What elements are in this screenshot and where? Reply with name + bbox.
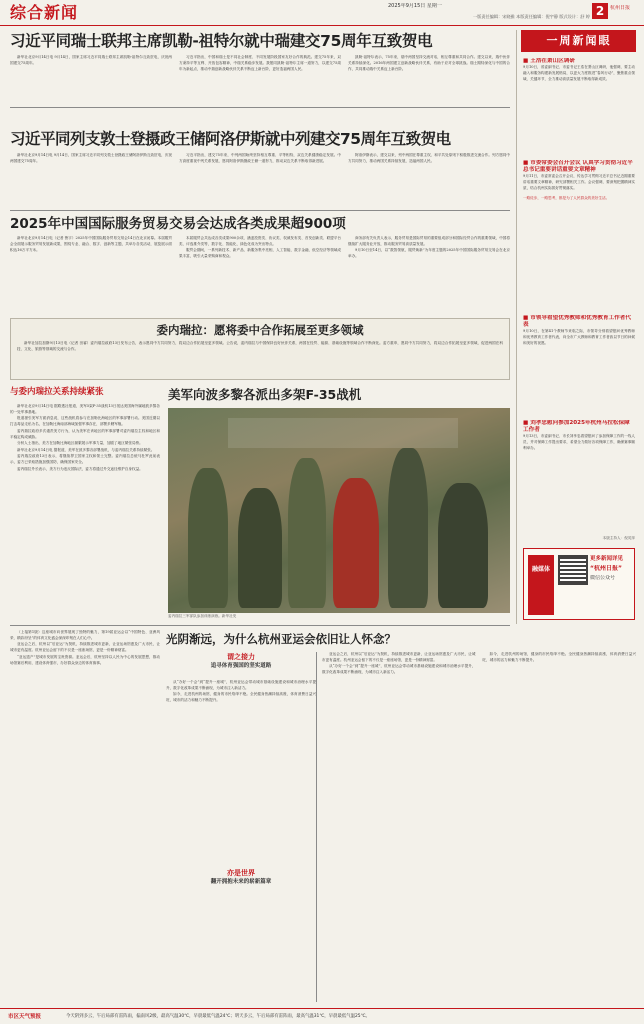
- story7-right-cols: [322, 652, 636, 1004]
- paper-name: 杭州日报: [610, 5, 631, 11]
- divider: [10, 107, 510, 108]
- qr-title: 更多新闻详见: [590, 556, 624, 562]
- sub1-desc: 追寻体育强国的坚实道路: [210, 663, 272, 669]
- story3-p3: 服贸会期间，一系列新技术、新产品、新服务集中亮相，人工智能、数字金融、低空经济等领域成果丰富，吸引大量采购商和观众。: [179, 248, 341, 259]
- story5-p2: 报道援引美军方面消息说，这些战机将参与在加勒比海地区的军事部署行动。美国近期以打击毒品走私为名，在加勒比海南部海域加强军事存在，部署多艘军舰。: [10, 416, 160, 427]
- divider: [10, 625, 510, 626]
- editor-line: 一版责任编辑：宋晓雅 本版责任编辑：倪宇静 版式设计：舒 婷: [472, 14, 590, 19]
- sidebar-item-title: ■ 王浩在萧山区调研: [523, 58, 575, 64]
- story7-p3-cont: 从“办好一个会”到“提升一座城”，杭州亚运会带动城市基础设施建设和城市治理水平提升，数字化改革成果不断涌现，为城市注入新活力。: [322, 664, 476, 675]
- sidebar-banner: 一周新闻眼: [521, 30, 636, 52]
- sidebar: [516, 30, 636, 624]
- story1-p1: 新华社北京9月14日电 9月14日，国家主席习近平同瑞士联邦主席凯勒-祖特尔互致贺电，庆祝两国建交75周年。: [10, 55, 172, 65]
- qr-code-icon: [558, 555, 588, 585]
- story3-p1: 新华社北京9月14日电（记者 鲁宇）2025年中国国际服务贸易交易会14日在北京闭幕。本届服贸会全面展示服务贸易发展新成果，围绕专业、融合、数字、创新等主题，共举办各类活动，展览展示面积达16万平方米。: [10, 236, 172, 252]
- divider: [10, 210, 510, 211]
- story4-box: [10, 318, 510, 380]
- story6-body: [10, 404, 160, 620]
- sidebar-item-title: ■ 刘孝忠慰问参加2025年杭州马拉松保障工作者: [523, 420, 630, 434]
- sidebar-item-title: ■ 市委常委会召开会议 认真学习贯彻习近平总书记重要讲话重要文章精神: [523, 160, 633, 174]
- story7-mid-col: [166, 680, 316, 860]
- sub1-title: 谓之接力: [227, 653, 255, 661]
- sidebar-compiler: 本版主持人：倪英萍: [602, 536, 635, 540]
- promo-label: 融媒体: [528, 555, 554, 615]
- sidebar-item-body: 9月13日，市委副书记、市长刘孝忠看望慰问了参加保障工作的一线人员，并对保障工作提出要求，希望全力做好各项保障工作，确保赛事顺利举办。: [523, 434, 635, 450]
- qr-panel: [523, 548, 635, 620]
- sidebar-quote: 一路徒步，一路思考，都是为了人民群众的美好生活。: [523, 195, 610, 200]
- headline-story6: 与委内瑞拉关系持续紧张: [10, 387, 104, 397]
- masthead: [0, 0, 644, 26]
- headline-story5: 美军向波多黎各派出多架F-35战机: [168, 387, 362, 402]
- story6-p2: 委内瑞拉政府13日表示，将继续捍卫国家主权和领土完整。委内瑞拉总统马杜罗此前表示，委方已采取措施加强国防，确保国家安全。: [10, 454, 160, 465]
- story7-p4-cont: 如今，走进杭州的场馆，健身的市民络绎不绝。全民健身热潮持续高涨，体育消费日益兴旺，城市的活力和魅力不断提升。: [482, 652, 636, 662]
- headline-story3: 2025年中国国际服务贸易交易会达成各类成果超900项: [10, 216, 346, 232]
- sidebar-item-body: 9月10日，在第41个教师节来临之际，市领导分别看望慰问优秀教师和优秀教育工作者代表，向全市广大教师和教育工作者致以节日的问候和美好的祝愿。: [523, 329, 635, 345]
- headline-story4: 委内瑞拉：愿将委中合作拓展至更多领域: [156, 323, 364, 337]
- story5-p3: 委内瑞拉政府多次谴责美方行为，认为美军在该地区的军事部署对委内瑞拉主权和地区和平稳定构成威胁。: [10, 428, 160, 439]
- story4-p1: 新华社加拉加斯9月13日电（记者 田睿）委内瑞拉政府13日发布公告，表示愿同中方共同努力，将双边合作拓展至更多领域。公告说，委内瑞拉与中国保持良好伙伴关系，两国在经贸、能源、基础设施等领域合作不断深化。委方重申，愿同中方共同努力，将双边合作拓展至更多领域，促进两国在科技、文化、旅游等领域的交流与合作。: [17, 341, 503, 351]
- footer-weather: [0, 1008, 644, 1024]
- sidebar-item-body: 9月11日，市委常委会召开会议，传达学习贯彻习近平总书记近期重要讲话重要文章精神，研究部署相关工作。会议强调，要深刻把握精神实质，结合杭州实际抓好贯彻落实。: [523, 174, 635, 190]
- divider: [316, 652, 317, 1002]
- story2-p2: 习近平指出，建交75年来，中列两国始终坚持相互尊重、平等相待，双边关系健康稳定发展。中方高度重视中列关系发展，愿同阿洛伊斯摄政王储一道努力，推动双边关系不断取得新进展。: [179, 153, 341, 163]
- sidebar-item: [523, 315, 635, 415]
- story7-left-col: [10, 630, 160, 1002]
- story3-body: [10, 236, 510, 316]
- story1-p2: 习近平指出，中国和瑞士是不同社会制度、不同发展阶段国家友好合作的典范。建交75年来，双方秉持平等互利、开放包容精神，中瑞关系稳步发展。我愿同凯勒-祖特尔主席一道努力，以建交75周年为新起点，推动中瑞创新战略伙伴关系不断迈上新台阶，更好造福两国人民。: [179, 55, 341, 71]
- page-number: 2: [592, 3, 608, 19]
- news-photo: [168, 408, 510, 613]
- story7-p2: 亚运会之后，杭州以“后亚运”为契机，持续推进城市更新，让亚运场馆惠及广大市民，让城市更有温度。杭州亚运会留下的不仅是一座座场馆，更是一份精神财富。: [10, 642, 160, 653]
- story6-p3: 委内瑞拉外长表示，美方行为违反国际法，委方将通过外交途径维护自身权益。: [17, 466, 143, 471]
- story7-p4: 从“办好一个会”到“提升一座城”，杭州亚运会带动城市基础设施建设和城市治理水平提升，数字化改革成果不断涌现，为城市注入新活力。: [166, 680, 316, 690]
- story7-p3: “亚运遗产”是城市发展的宝贵资源。亚运会后，杭州坚持以人民为中心的发展思想，推动场馆赛后利用，建设体育强市，办好群众身边的体育赛事。: [10, 654, 160, 665]
- story7-p5: 如今，走进杭州的场馆，健身的市民络绎不绝。全民健身热潮持续高涨，体育消费日益兴旺，城市的活力和魅力不断提升。: [166, 692, 316, 703]
- qr-sub: “杭州日报”: [590, 565, 622, 572]
- headline-story1: 习近平同瑞士联邦主席凯勒-祖特尔就中瑞建交75周年互致贺电: [10, 32, 433, 50]
- weather-text: 今天阴到多云，午后局部有雷阵雨，偏南风2级，最高气温30℃，早晨最低气温24℃；明天多云，午后局部有雷阵雨，最高气温31℃，早晨最低气温25℃。: [66, 1014, 370, 1019]
- story1-p3: 凯勒-祖特尔表示，75年来，瑞中两国坚持交流对话，相互尊重和共同合作。建交以来，瑞中伙伴关系持续深化。2016年两国建立创新战略伙伴关系，有助于应对全球挑战。瑞士期待深化与中国的合作，共同推动瑞中关系迈上新台阶。: [348, 55, 510, 71]
- headline-story7: 光阴渐远，为什么杭州亚运会依旧让人怀念？: [166, 632, 396, 646]
- story5-p4: 分析人士指出，美方在加勒比海地区频繁展示军事力量，加剧了地区紧张局势。: [17, 441, 143, 446]
- sidebar-item: [523, 420, 635, 530]
- story2-p1: 新华社北京9月14日电 9月14日，国家主席习近平同列支敦士登摄政王储阿洛伊斯互致贺电，庆祝两国建交75周年。: [10, 153, 173, 163]
- sidebar-item: [523, 160, 635, 310]
- story4-body: [17, 341, 503, 377]
- sidebar-item-body: 9月10日，省委副书记、市委书记王浩在萧山区调研，他强调，要主动融入和服务构建新发展格局，以更大力度推进“春风行动”，聚焦重点领域、关键环节，全力推动高质量发展不断取得新成效。: [523, 65, 635, 81]
- story7-p1: （上接第1版）这座城市向世界展现了独特的魅力，第19届亚运会以“中国特色、亚洲风采、精彩纷呈”的体育文化盛会深深印刻在人们心中。: [10, 630, 160, 640]
- weather-label: 市区天气预报: [8, 1014, 42, 1020]
- story6-p1: 新华社北京9月14日电 据报道，美军在波多黎各部署战机，与委内瑞拉关系持续紧张。: [17, 447, 155, 452]
- story2-p3: 阿洛伊斯表示，建交以来，列中两国在尊重主权、和平共处原则下积极推进交流合作。列方愿同中方共同努力，推动两国关系持续发展，造福两国人民。: [348, 153, 510, 163]
- story7-p1-cont: 亚运会之后，杭州以“后亚运”为契机，持续推进城市更新，让亚运场馆惠及广大市民，让城市更有温度。杭州亚运会留下的不仅是一座座场馆，更是一份精神财富。: [322, 652, 476, 662]
- story1-body: [10, 55, 510, 105]
- story7-sub1: [166, 652, 316, 676]
- photo-caption: 委内瑞拉三军部队参加训练演练。新华社发: [168, 614, 237, 618]
- qr-tail: 微信公众号: [590, 575, 616, 581]
- story5-p1: 新华社北京9月14日电 据路透社报道，美军5架F-35战机13日抵达美国海外属地波多黎各的一处军事基地。: [10, 404, 160, 414]
- story7-sub2: [166, 868, 316, 892]
- section-title: 综合新闻: [10, 4, 79, 22]
- date-line: 2025年9月15日 星期一: [388, 3, 442, 9]
- sub2-title: 亦是世界: [227, 869, 255, 877]
- headline-story2: 习近平同列支敦士登摄政王储阿洛伊斯就中列建交75周年互致贺电: [10, 130, 451, 148]
- sub2-desc: 翻开拥抱未来的崭新篇章: [210, 879, 272, 885]
- story3-p4: 商务部有关负责人表示，服务贸易是国际贸易的重要组成部分和国际经贸合作的重要领域，中国将继续扩大服务业开放，推动服务贸易高质量发展。: [348, 236, 510, 246]
- sidebar-item: [523, 58, 635, 158]
- story3-p5: 9月10日至14日，以“数智领航，服贸焕新”为年度主题的2025年中国国际服务贸易交易会在北京举办。: [348, 248, 510, 259]
- story3-p2: 本届服贸会共达成各类成果900余项，涵盖投资类、协议类、权威发布类、首发创新类、联盟平台类、评选推介类等，数字化、智能化、绿色化成为突出特点。: [179, 236, 341, 246]
- sidebar-item-title: ■ 市领导看望优秀教师和优秀教育工作者代表: [523, 315, 631, 329]
- story2-body: [10, 153, 510, 205]
